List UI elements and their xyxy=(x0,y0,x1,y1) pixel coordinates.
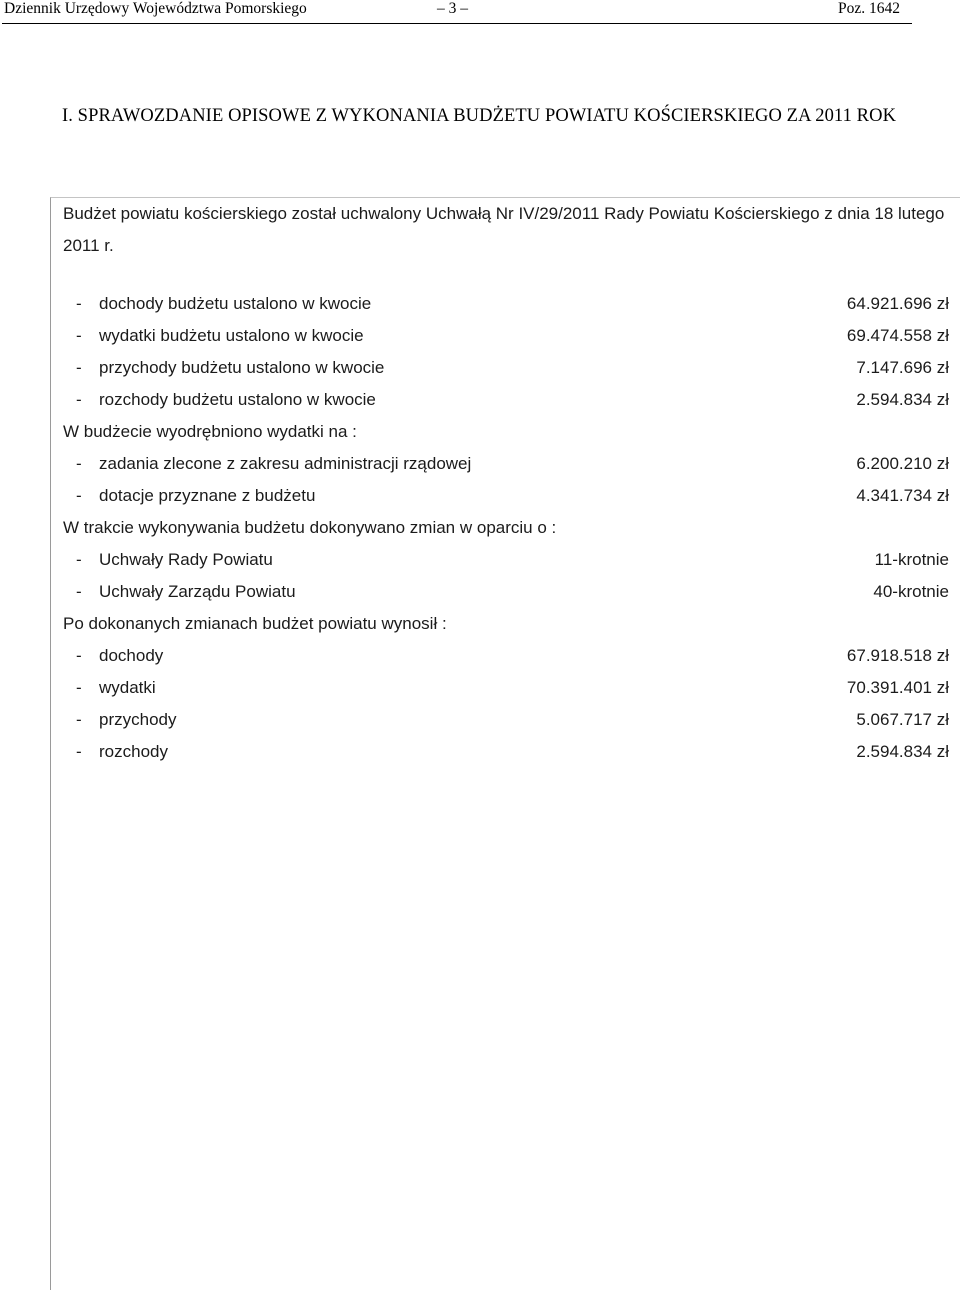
list-dash: - xyxy=(76,582,82,601)
list-item xyxy=(51,452,949,476)
list-dash: - xyxy=(76,646,82,665)
header-divider xyxy=(2,23,912,24)
item-label: dochody budżetu ustalono w kwocie xyxy=(99,294,372,313)
item-label: przychody budżetu ustalono w kwocie xyxy=(99,358,385,377)
intro-paragraph: Budżet powiatu kościerskiego został uchwalony Uchwałą Nr IV/29/2011 Rady Powiatu Kościerskiego z dnia 18 lutego 2011 r. xyxy=(63,204,945,255)
report-title: I. SPRAWOZDANIE OPISOWE Z WYKONANIA BUDŻETU POWIATU KOŚCIERSKIEGO ZA 2011 ROK xyxy=(61,106,897,126)
list-item xyxy=(51,580,949,604)
list-item xyxy=(51,548,949,572)
item-amount: 6.200.210 zł xyxy=(856,454,949,473)
item-amount: 2.594.834 zł xyxy=(856,390,949,409)
section-heading: Po dokonanych zmianach budżet powiatu wynosił : xyxy=(63,614,447,633)
list-dash: - xyxy=(76,454,82,473)
list-dash: - xyxy=(76,742,82,761)
list-dash: - xyxy=(76,678,82,697)
scanned-document-image xyxy=(50,197,960,1290)
page-header xyxy=(0,0,960,24)
item-label: zadania zlecone z zakresu administracji rządowej xyxy=(99,454,472,473)
item-amount: 11-krotnie xyxy=(874,550,949,569)
list-item xyxy=(51,708,949,732)
list-item xyxy=(51,356,949,380)
list-dash: - xyxy=(76,486,82,505)
item-label: dotacje przyznane z budżetu xyxy=(99,486,316,505)
list-item xyxy=(51,484,949,508)
list-item xyxy=(51,676,949,700)
position-number: Poz. 1642 xyxy=(838,0,900,17)
list-item xyxy=(51,740,949,764)
list-item xyxy=(51,324,949,348)
item-label: dochody xyxy=(99,646,164,665)
list-item xyxy=(51,292,949,316)
item-label: przychody xyxy=(99,710,177,729)
item-amount: 67.918.518 zł xyxy=(846,646,949,665)
item-amount: 64.921.696 zł xyxy=(846,294,949,313)
section-heading: W trakcie wykonywania budżetu dokonywano zmian w oparciu o : xyxy=(63,518,557,537)
list-dash: - xyxy=(76,294,82,313)
list-item xyxy=(51,644,949,668)
list-dash: - xyxy=(76,326,82,345)
item-amount: 7.147.696 zł xyxy=(856,358,949,377)
list-dash: - xyxy=(76,390,82,409)
item-amount: 5.067.717 zł xyxy=(856,710,949,729)
journal-name: Dziennik Urzędowy Województwa Pomorskiego xyxy=(4,0,307,17)
item-label: wydatki xyxy=(99,678,156,697)
section-heading: W budżecie wyodrębniono wydatki na : xyxy=(63,422,357,441)
item-label: Uchwały Zarządu Powiatu xyxy=(99,582,296,601)
list-dash: - xyxy=(76,358,82,377)
page-number: – 3 – xyxy=(437,0,468,17)
item-amount: 70.391.401 zł xyxy=(846,678,949,697)
list-dash: - xyxy=(76,550,82,569)
list-item xyxy=(51,388,949,412)
item-label: Uchwały Rady Powiatu xyxy=(99,550,273,569)
item-amount: 69.474.558 zł xyxy=(846,326,949,345)
item-amount: 4.341.734 zł xyxy=(856,486,949,505)
item-amount: 2.594.834 zł xyxy=(856,742,949,761)
list-dash: - xyxy=(76,710,82,729)
item-label: wydatki budżetu ustalono w kwocie xyxy=(99,326,364,345)
item-amount: 40-krotnie xyxy=(873,582,949,601)
item-label: rozchody xyxy=(99,742,168,761)
item-label: rozchody budżetu ustalono w kwocie xyxy=(99,390,376,409)
